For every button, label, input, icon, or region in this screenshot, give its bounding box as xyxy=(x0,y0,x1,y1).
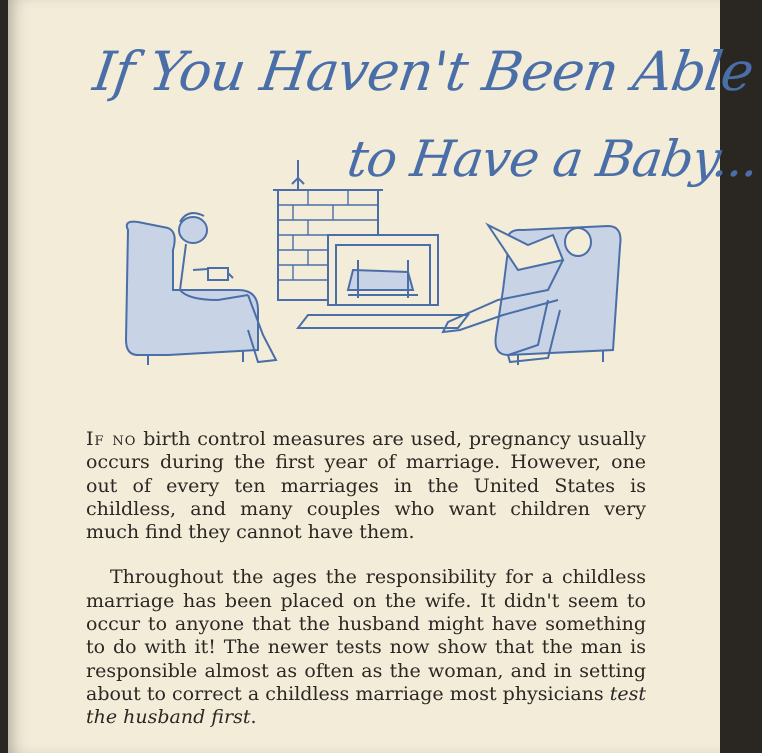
paragraph-1-text: birth control measures are used, pregnancy usually occurs during the first year of marriage. However, one out of every ten marriages in the United States is childless, and many couples who want children very much find they cannot have them. xyxy=(86,428,646,544)
paragraph-1-lead: If no xyxy=(86,428,137,450)
heading-line2: to Have a Baby... xyxy=(343,130,762,188)
page xyxy=(8,0,762,753)
fireplace-illustration xyxy=(108,150,648,380)
article-body xyxy=(86,428,646,752)
paragraph-2-emphasis: test the husband first xyxy=(86,682,646,729)
heading-line1: If You Haven't Been Able xyxy=(89,40,757,103)
paragraph-2-end: . xyxy=(250,706,257,729)
chimney-icon xyxy=(273,160,468,328)
paragraph-2-text: Throughout the ages the responsibility for a childless marriage has been placed on the wife. It didn't seem to occur to anyone that the husband might have something to do with it! The newer tests now show that the man is responsible almost as often as the woman, and in setting about to correct a childless marriage most physicians xyxy=(86,566,646,705)
paragraph-1 xyxy=(86,428,646,544)
paragraph-2 xyxy=(86,566,646,729)
